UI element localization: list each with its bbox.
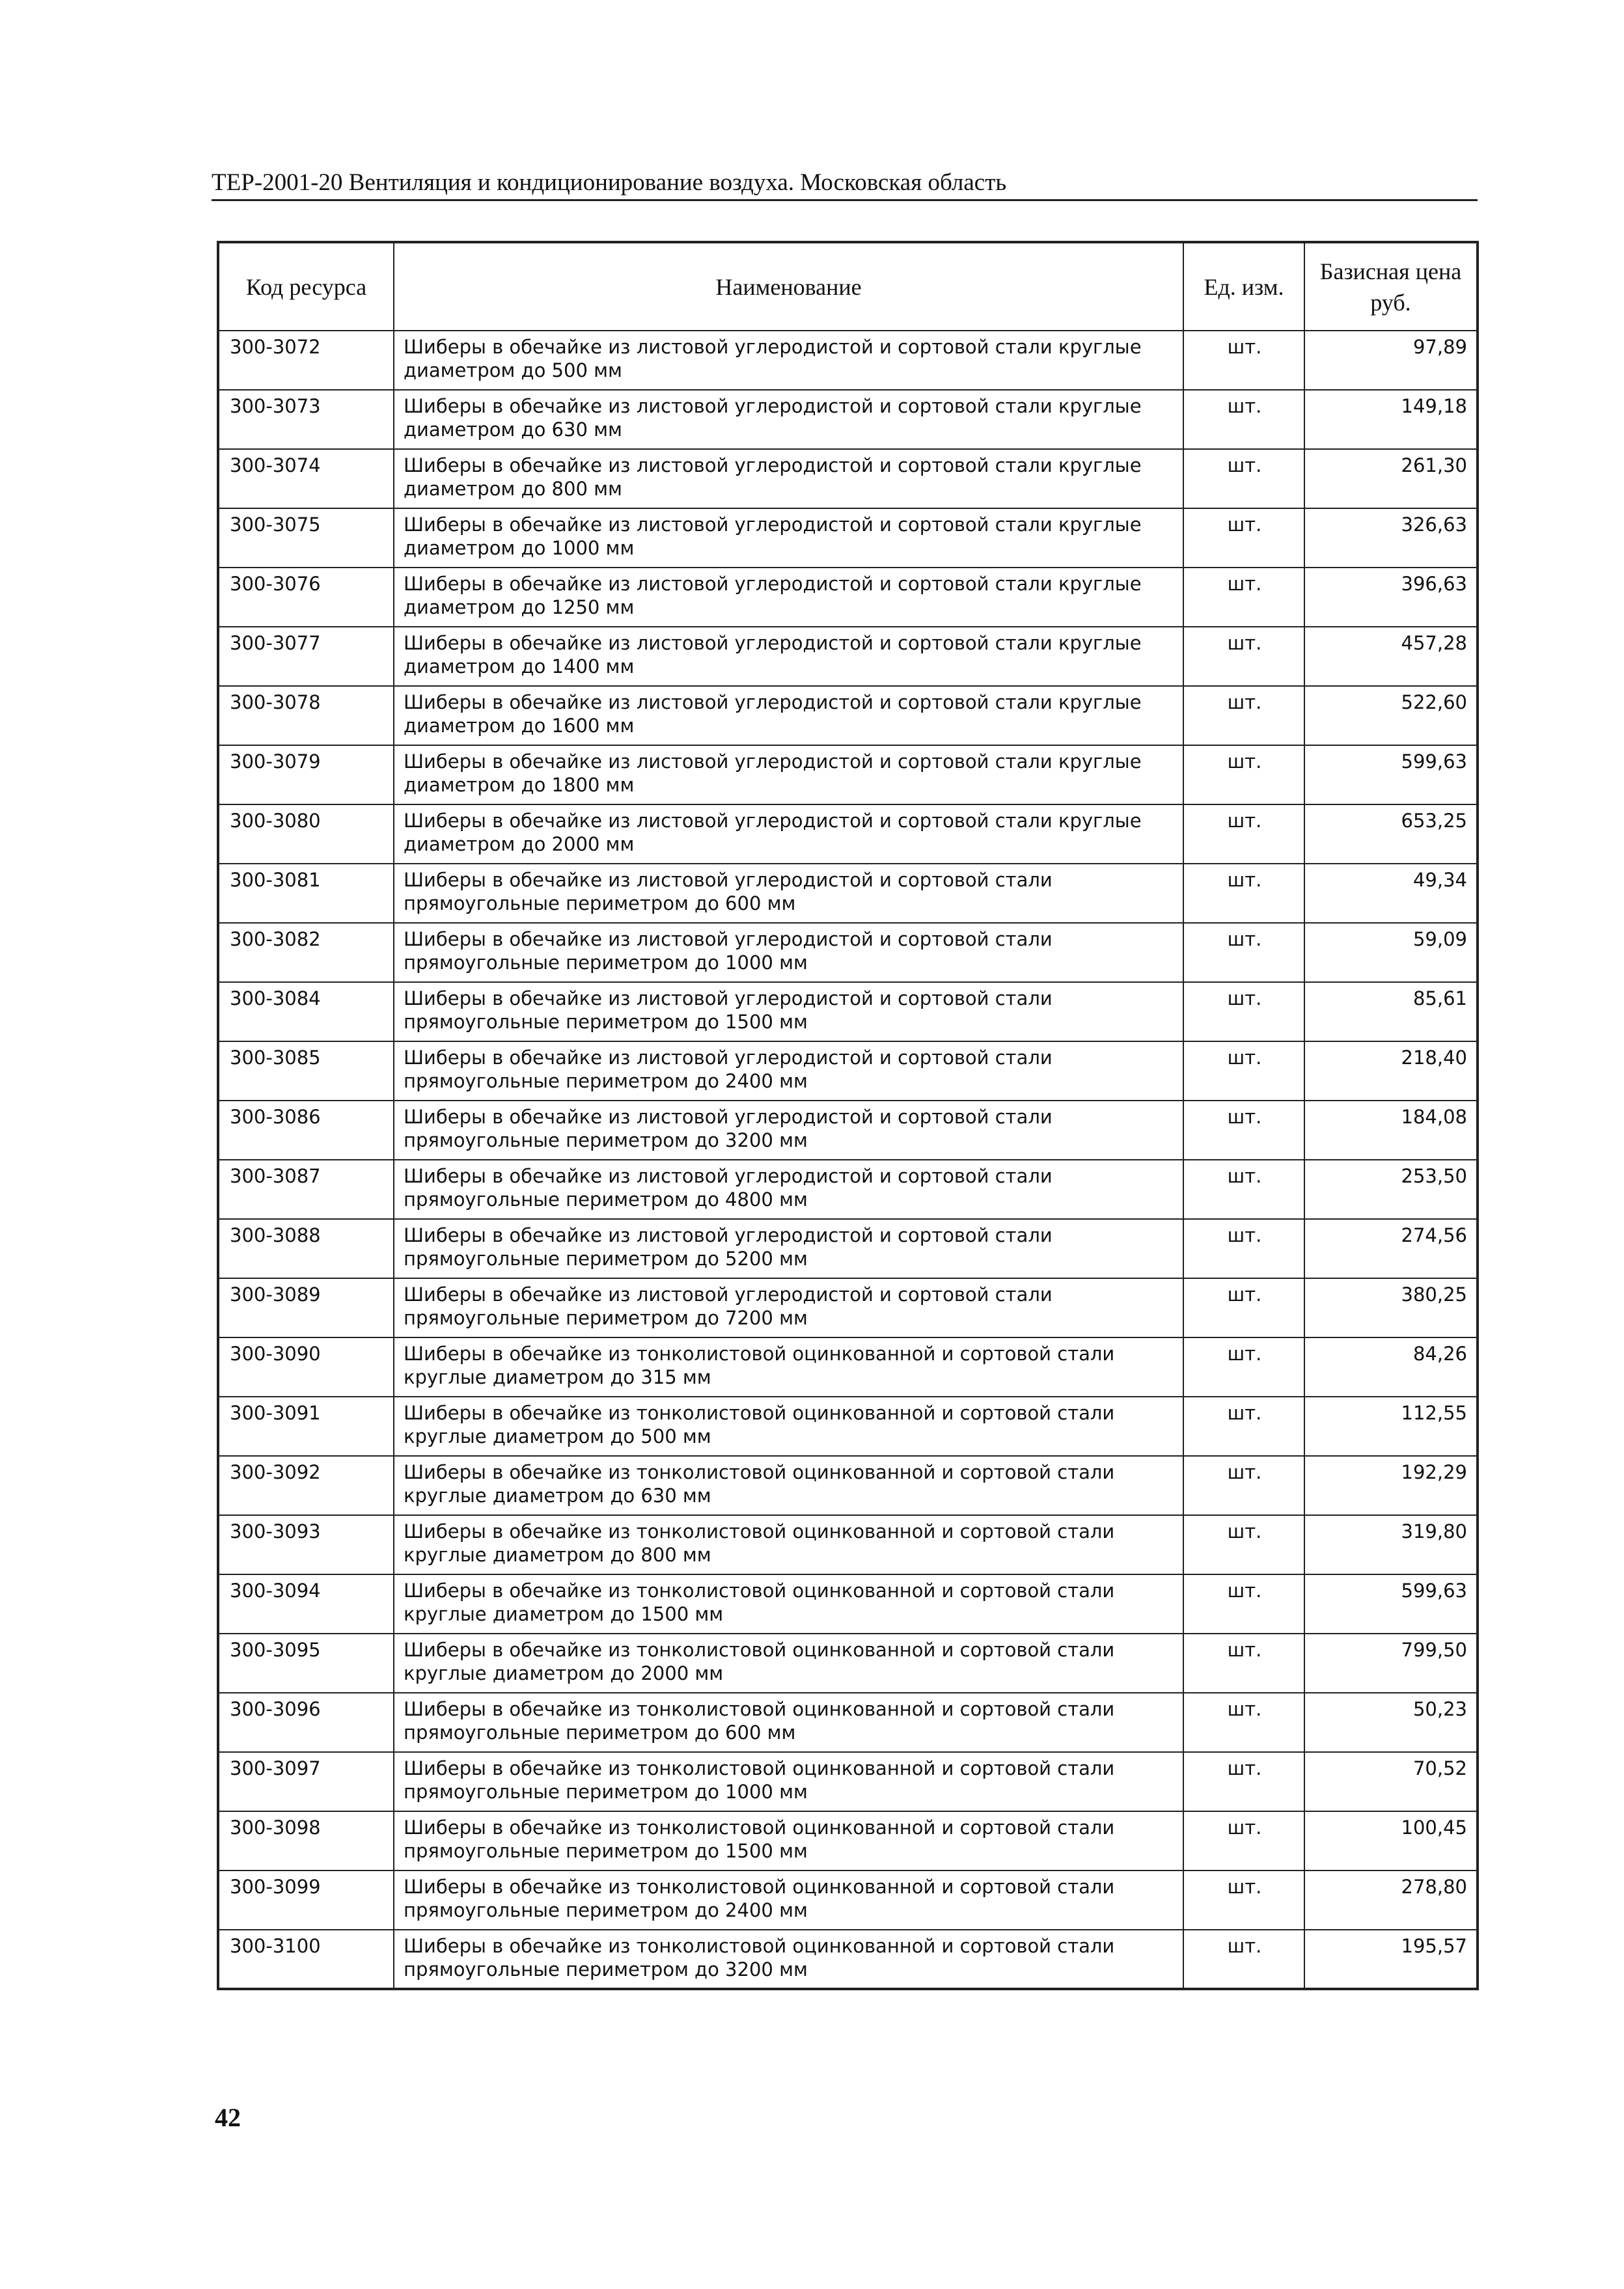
cell-name: Шиберы в обечайке из тонколистовой оцинкованной и сортовой стали круглые диаметром до 2000 мм (394, 1634, 1183, 1693)
table-row (218, 390, 1478, 449)
cell-name: Шиберы в обечайке из листовой углеродистой и сортовой стали круглые диаметром до 630 мм (394, 390, 1183, 449)
cell-code: 300-3094 (218, 1574, 394, 1634)
cell-name: Шиберы в обечайке из тонколистовой оцинкованной и сортовой стали круглые диаметром до 630 мм (394, 1456, 1183, 1515)
table-row (218, 449, 1478, 508)
cell-name: Шиберы в обечайке из тонколистовой оцинкованной и сортовой стали круглые диаметром до 315 мм (394, 1337, 1183, 1397)
cell-name: Шиберы в обечайке из тонколистовой оцинкованной и сортовой стали прямоугольные периметром до 1000 мм (394, 1752, 1183, 1811)
cell-name: Шиберы в обечайке из тонколистовой оцинкованной и сортовой стали круглые диаметром до 500 мм (394, 1397, 1183, 1456)
cell-unit: шт. (1183, 1871, 1304, 1930)
table-row (218, 1219, 1478, 1278)
cell-unit: шт. (1183, 804, 1304, 864)
price-table (217, 241, 1479, 1990)
cell-unit: шт. (1183, 1634, 1304, 1693)
cell-price: 380,25 (1304, 1278, 1478, 1337)
cell-name: Шиберы в обечайке из тонколистовой оцинкованной и сортовой стали круглые диаметром до 1500 мм (394, 1574, 1183, 1634)
cell-unit: шт. (1183, 1219, 1304, 1278)
cell-unit: шт. (1183, 1930, 1304, 1989)
cell-price: 84,26 (1304, 1337, 1478, 1397)
cell-code: 300-3100 (218, 1930, 394, 1989)
cell-price: 112,55 (1304, 1397, 1478, 1456)
cell-price: 396,63 (1304, 568, 1478, 627)
column-header-code: Код ресурса (218, 242, 394, 331)
cell-code: 300-3086 (218, 1101, 394, 1160)
table-row (218, 1574, 1478, 1634)
cell-name: Шиберы в обечайке из листовой углеродистой и сортовой стали круглые диаметром до 2000 мм (394, 804, 1183, 864)
table-row (218, 686, 1478, 745)
table-row (218, 745, 1478, 804)
cell-code: 300-3098 (218, 1811, 394, 1871)
cell-name: Шиберы в обечайке из листовой углеродистой и сортовой стали прямоугольные периметром до 1500 мм (394, 982, 1183, 1041)
cell-unit: шт. (1183, 923, 1304, 982)
cell-unit: шт. (1183, 568, 1304, 627)
table-row (218, 1871, 1478, 1930)
cell-unit: шт. (1183, 1811, 1304, 1871)
cell-price: 522,60 (1304, 686, 1478, 745)
cell-price: 799,50 (1304, 1634, 1478, 1693)
cell-unit: шт. (1183, 1693, 1304, 1752)
cell-code: 300-3077 (218, 627, 394, 686)
cell-code: 300-3093 (218, 1515, 394, 1574)
table-row (218, 331, 1478, 390)
cell-code: 300-3085 (218, 1041, 394, 1101)
cell-price: 97,89 (1304, 331, 1478, 390)
table-header-row (218, 242, 1478, 331)
cell-unit: шт. (1183, 745, 1304, 804)
cell-price: 50,23 (1304, 1693, 1478, 1752)
cell-code: 300-3091 (218, 1397, 394, 1456)
cell-price: 218,40 (1304, 1041, 1478, 1101)
table-row (218, 1278, 1478, 1337)
cell-code: 300-3078 (218, 686, 394, 745)
table-row (218, 1752, 1478, 1811)
cell-price: 326,63 (1304, 508, 1478, 568)
cell-unit: шт. (1183, 1101, 1304, 1160)
cell-unit: шт. (1183, 1574, 1304, 1634)
cell-unit: шт. (1183, 686, 1304, 745)
cell-name: Шиберы в обечайке из тонколистовой оцинкованной и сортовой стали прямоугольные периметром до 2400 мм (394, 1871, 1183, 1930)
table-row (218, 982, 1478, 1041)
cell-price: 278,80 (1304, 1871, 1478, 1930)
cell-price: 149,18 (1304, 390, 1478, 449)
cell-unit: шт. (1183, 1041, 1304, 1101)
cell-code: 300-3075 (218, 508, 394, 568)
cell-code: 300-3095 (218, 1634, 394, 1693)
cell-name: Шиберы в обечайке из листовой углеродистой и сортовой стали прямоугольные периметром до 1000 мм (394, 923, 1183, 982)
table-row (218, 1634, 1478, 1693)
cell-code: 300-3081 (218, 864, 394, 923)
cell-price: 49,34 (1304, 864, 1478, 923)
table-row (218, 1160, 1478, 1219)
column-header-unit: Ед. изм. (1183, 242, 1304, 331)
cell-unit: шт. (1183, 1397, 1304, 1456)
table-row (218, 1041, 1478, 1101)
cell-price: 85,61 (1304, 982, 1478, 1041)
cell-unit: шт. (1183, 864, 1304, 923)
cell-unit: шт. (1183, 390, 1304, 449)
cell-name: Шиберы в обечайке из листовой углеродистой и сортовой стали прямоугольные периметром до 3200 мм (394, 1101, 1183, 1160)
table-row (218, 864, 1478, 923)
table-row (218, 1811, 1478, 1871)
cell-price: 319,80 (1304, 1515, 1478, 1574)
table-row (218, 1337, 1478, 1397)
table-row (218, 1515, 1478, 1574)
cell-name: Шиберы в обечайке из листовой углеродистой и сортовой стали круглые диаметром до 1400 мм (394, 627, 1183, 686)
cell-name: Шиберы в обечайке из тонколистовой оцинкованной и сортовой стали прямоугольные периметром до 1500 мм (394, 1811, 1183, 1871)
cell-name: Шиберы в обечайке из листовой углеродистой и сортовой стали прямоугольные периметром до 5200 мм (394, 1219, 1183, 1278)
cell-unit: шт. (1183, 1456, 1304, 1515)
cell-code: 300-3092 (218, 1456, 394, 1515)
cell-code: 300-3082 (218, 923, 394, 982)
table-row (218, 508, 1478, 568)
cell-name: Шиберы в обечайке из листовой углеродистой и сортовой стали круглые диаметром до 1000 мм (394, 508, 1183, 568)
cell-name: Шиберы в обечайке из листовой углеродистой и сортовой стали круглые диаметром до 800 мм (394, 449, 1183, 508)
cell-code: 300-3089 (218, 1278, 394, 1337)
column-header-price: Базисная цена руб. (1304, 242, 1478, 331)
cell-price: 599,63 (1304, 745, 1478, 804)
cell-price: 261,30 (1304, 449, 1478, 508)
cell-unit: шт. (1183, 1160, 1304, 1219)
cell-unit: шт. (1183, 1337, 1304, 1397)
cell-name: Шиберы в обечайке из листовой углеродистой и сортовой стали прямоугольные периметром до 7200 мм (394, 1278, 1183, 1337)
cell-unit: шт. (1183, 1278, 1304, 1337)
cell-code: 300-3074 (218, 449, 394, 508)
cell-code: 300-3088 (218, 1219, 394, 1278)
cell-unit: шт. (1183, 1515, 1304, 1574)
cell-code: 300-3072 (218, 331, 394, 390)
cell-price: 192,29 (1304, 1456, 1478, 1515)
cell-name: Шиберы в обечайке из листовой углеродистой и сортовой стали круглые диаметром до 1250 мм (394, 568, 1183, 627)
cell-price: 457,28 (1304, 627, 1478, 686)
table-row (218, 1456, 1478, 1515)
cell-name: Шиберы в обечайке из листовой углеродистой и сортовой стали прямоугольные периметром до 2400 мм (394, 1041, 1183, 1101)
cell-unit: шт. (1183, 1752, 1304, 1811)
cell-code: 300-3080 (218, 804, 394, 864)
cell-name: Шиберы в обечайке из листовой углеродистой и сортовой стали круглые диаметром до 1600 мм (394, 686, 1183, 745)
cell-code: 300-3073 (218, 390, 394, 449)
page-header: ТЕР-2001-20 Вентиляция и кондиционирование воздуха. Московская область (212, 168, 1478, 201)
cell-price: 184,08 (1304, 1101, 1478, 1160)
cell-name: Шиберы в обечайке из листовой углеродистой и сортовой стали круглые диаметром до 1800 мм (394, 745, 1183, 804)
cell-unit: шт. (1183, 627, 1304, 686)
cell-name: Шиберы в обечайке из листовой углеродистой и сортовой стали прямоугольные периметром до 4800 мм (394, 1160, 1183, 1219)
cell-name: Шиберы в обечайке из листовой углеродистой и сортовой стали прямоугольные периметром до 600 мм (394, 864, 1183, 923)
cell-code: 300-3076 (218, 568, 394, 627)
cell-name: Шиберы в обечайке из тонколистовой оцинкованной и сортовой стали прямоугольные периметром до 3200 мм (394, 1930, 1183, 1989)
cell-price: 599,63 (1304, 1574, 1478, 1634)
cell-price: 70,52 (1304, 1752, 1478, 1811)
cell-code: 300-3090 (218, 1337, 394, 1397)
cell-unit: шт. (1183, 449, 1304, 508)
table-row (218, 1693, 1478, 1752)
table-row (218, 1930, 1478, 1989)
cell-code: 300-3079 (218, 745, 394, 804)
cell-name: Шиберы в обечайке из тонколистовой оцинкованной и сортовой стали прямоугольные периметром до 600 мм (394, 1693, 1183, 1752)
cell-price: 653,25 (1304, 804, 1478, 864)
cell-code: 300-3099 (218, 1871, 394, 1930)
table-row (218, 923, 1478, 982)
table-row (218, 1101, 1478, 1160)
cell-price: 195,57 (1304, 1930, 1478, 1989)
cell-name: Шиберы в обечайке из тонколистовой оцинкованной и сортовой стали круглые диаметром до 800 мм (394, 1515, 1183, 1574)
cell-price: 59,09 (1304, 923, 1478, 982)
cell-code: 300-3087 (218, 1160, 394, 1219)
page-number: 42 (215, 2103, 241, 2132)
table-header (218, 242, 1478, 331)
cell-price: 100,45 (1304, 1811, 1478, 1871)
table-row (218, 627, 1478, 686)
cell-unit: шт. (1183, 508, 1304, 568)
table-body (218, 331, 1478, 1989)
cell-code: 300-3097 (218, 1752, 394, 1811)
table-row (218, 1397, 1478, 1456)
cell-unit: шт. (1183, 982, 1304, 1041)
column-header-name: Наименование (394, 242, 1183, 331)
table-row (218, 568, 1478, 627)
cell-price: 253,50 (1304, 1160, 1478, 1219)
cell-code: 300-3096 (218, 1693, 394, 1752)
cell-unit: шт. (1183, 331, 1304, 390)
cell-name: Шиберы в обечайке из листовой углеродистой и сортовой стали круглые диаметром до 500 мм (394, 331, 1183, 390)
table-row (218, 804, 1478, 864)
cell-code: 300-3084 (218, 982, 394, 1041)
cell-price: 274,56 (1304, 1219, 1478, 1278)
